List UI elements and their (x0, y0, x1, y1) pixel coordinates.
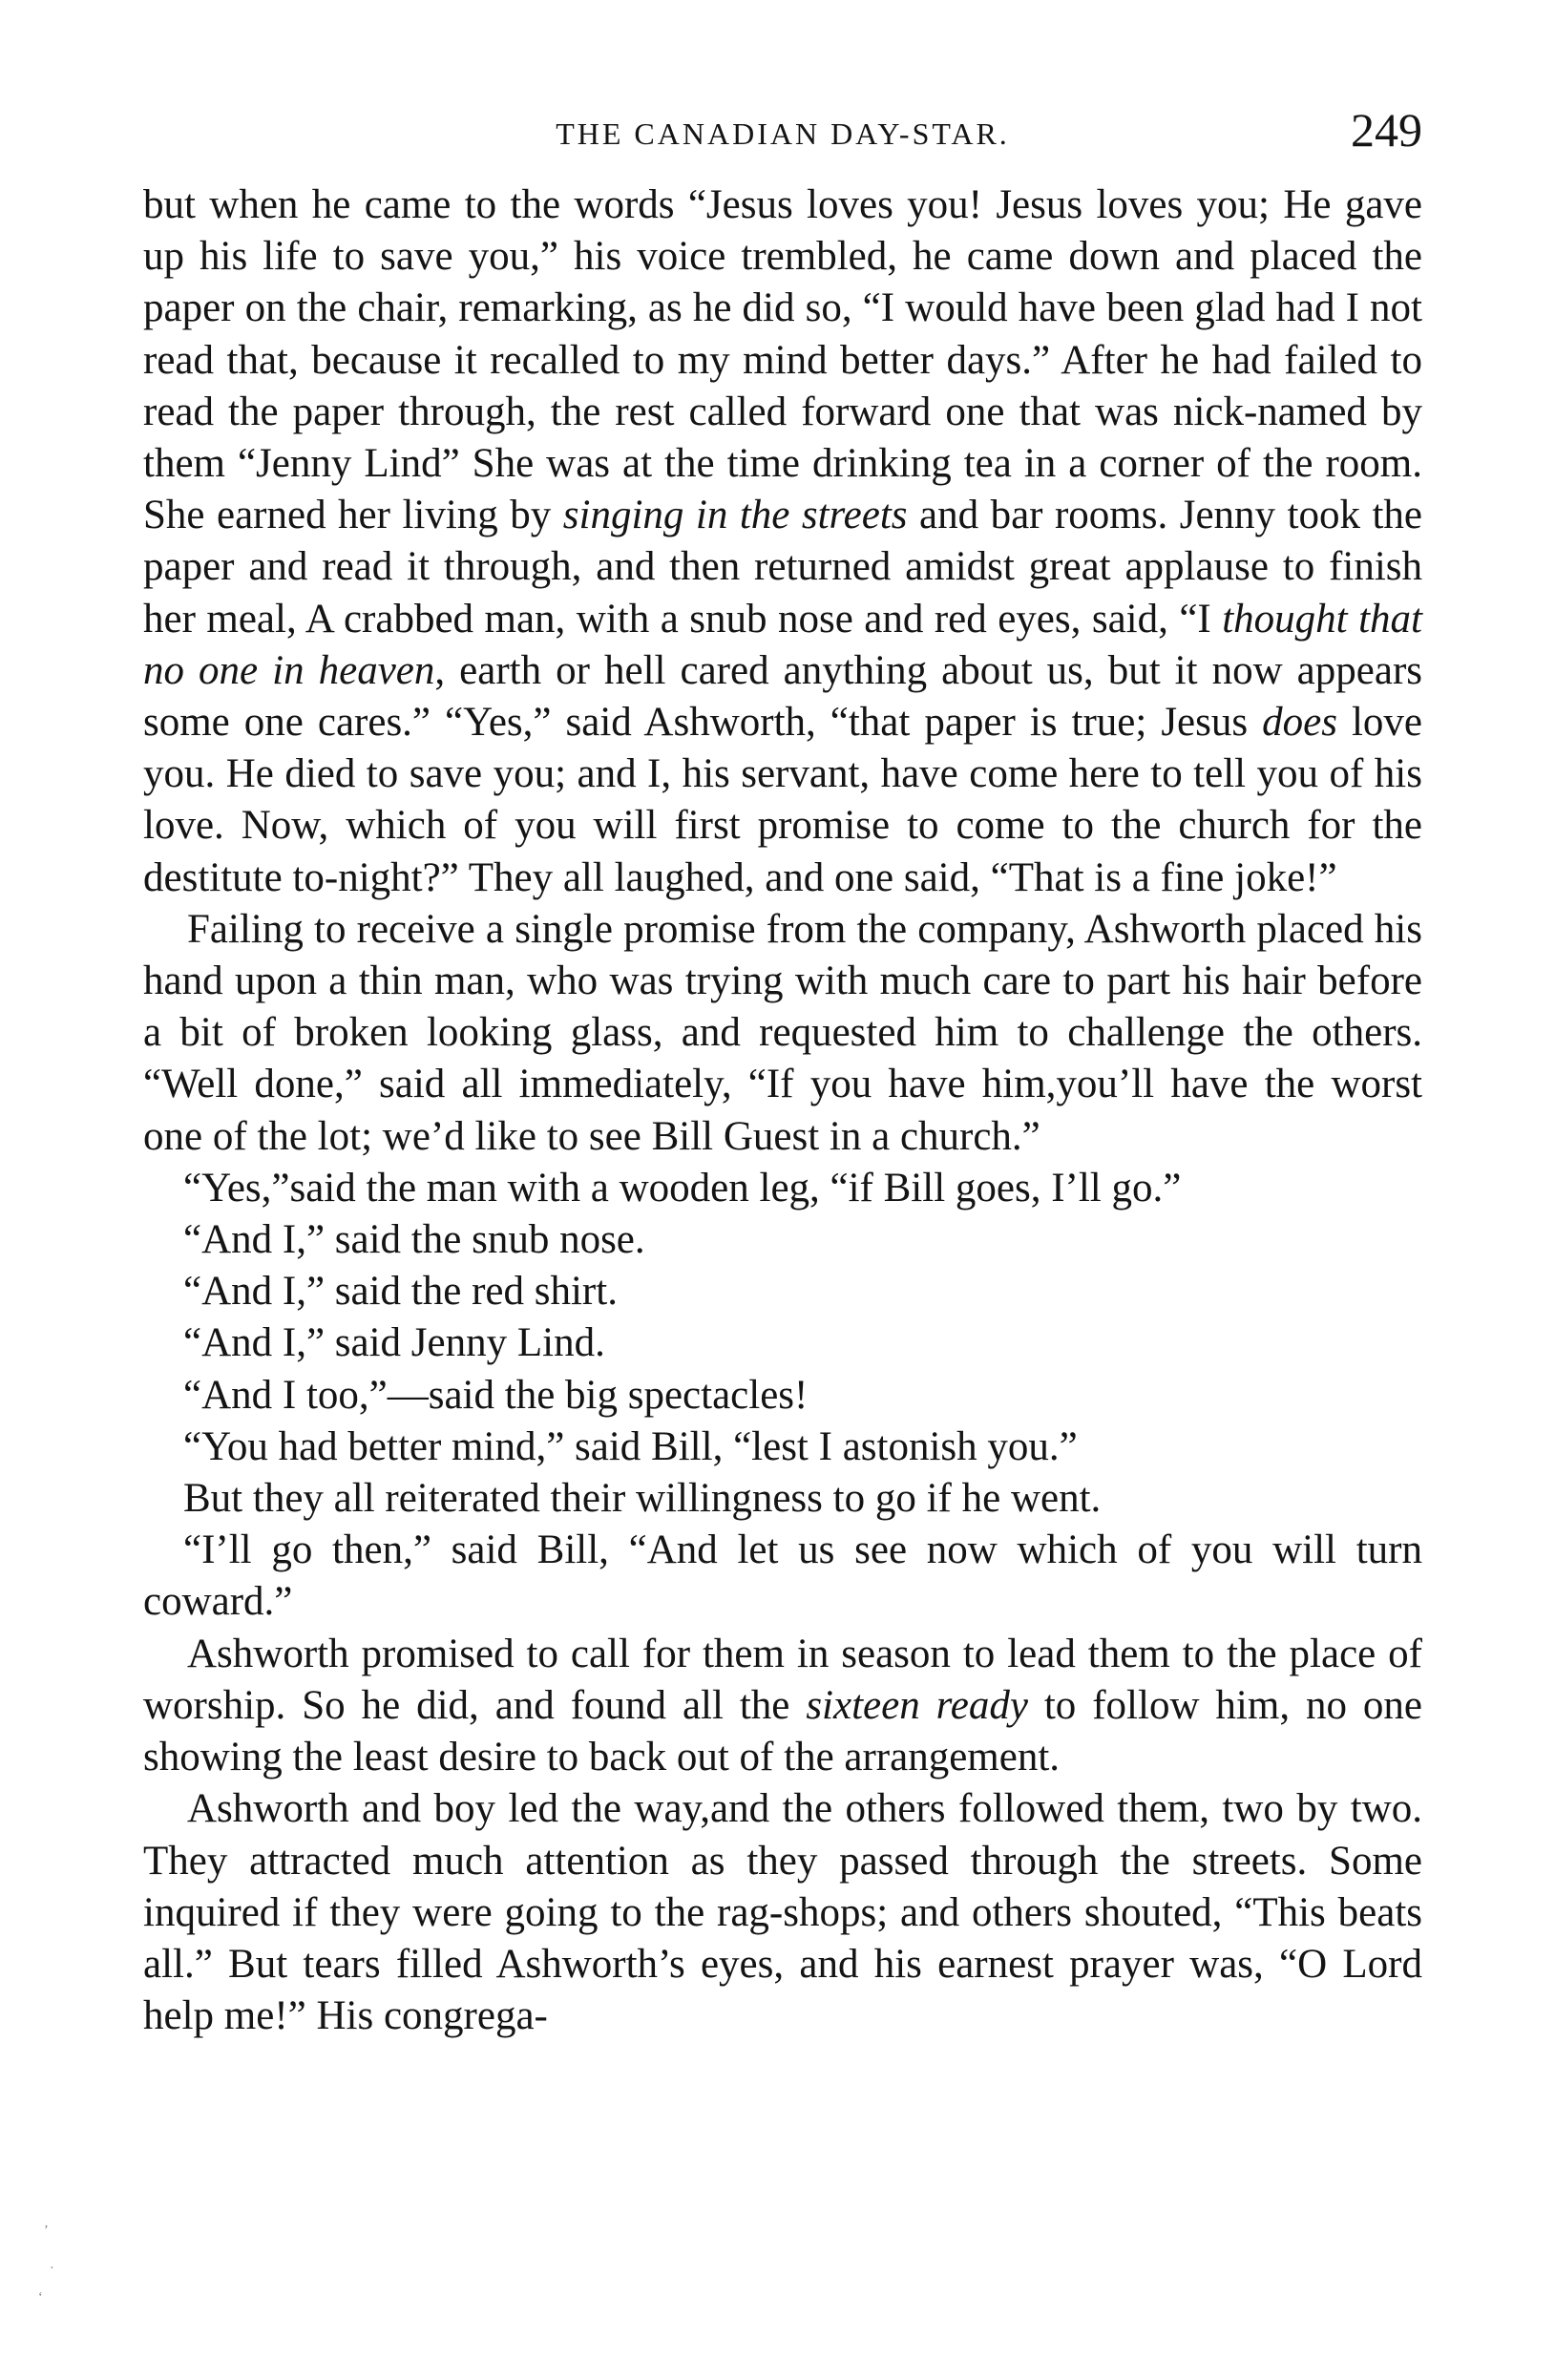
paragraph-2: Failing to receive a single promise from the company, Ashworth placed his hand upon a thin man, who was trying with much care to part his hair before a bit of broken looking glass, and requested him to challenge the others. “Well done,” said all immediately, “If you have him,you’ll have the worst one of the lot; we’d like to see Bill Guest in a church.” (143, 906, 1422, 1159)
text-run: and bar rooms. Jenny took the paper and read it through, and then returned amidst great applause to finish her meal, A crabbed man, with a snub nose and red eyes, said, “I (143, 493, 1422, 642)
paragraph-4 (143, 1629, 1422, 1784)
scan-speck: ‘ (38, 2290, 43, 2305)
dialogue-line: “And I,” said the snub nose. (183, 1217, 645, 1263)
dialogue-line: “And I,” said the red shirt. (183, 1269, 618, 1315)
dialogue-line: “And I,” said Jenny Lind. (183, 1320, 605, 1366)
paragraph-5: Ashworth and boy led the way,and the others followed them, two by two. They attracted much attention as they passed through the streets. Some inquired if they were going to the rag-shops; and others shouted, “This beats all.” But tears filled Ashworth’s eyes, and his earnest prayer was, “O Lord help me!” His congrega- (143, 1786, 1422, 2039)
text-run: love you. He died to save you; and I, his servant, have come here to tell you of his love. Now, which of you will first promise to come to the church for the destitute to-night?” They all laughed, and one said, “That is a fine joke!” (143, 700, 1422, 900)
page-number: 249 (1351, 103, 1422, 157)
text-run: Ashworth promised to call for them in season to lead them to the place of worship. So he did, and found all the (143, 1631, 1422, 1728)
dialogue-line: But they all reiterated their willingness to go if he went. (183, 1476, 1102, 1522)
paragraph-3: “I’ll go then,” said Bill, “And let us see now which of you will turn coward.” (143, 1527, 1422, 1625)
italic-text: singing in the streets (562, 493, 908, 538)
dialogue-line: “And I too,”—said the big spectacles! (183, 1372, 809, 1418)
italic-text: thought that no one in heaven (143, 596, 1422, 693)
text-run: , earth or hell cared anything about us, but it now appears some one cares.” “Yes,” said Ashworth, “that paper is true; Jesus (143, 647, 1422, 746)
running-head (143, 101, 1422, 168)
scan-speck: ’ (44, 2223, 49, 2238)
dialogue-line: “Yes,”said the man with a wooden leg, “if Bill goes, I’ll go.” (183, 1165, 1182, 1211)
text-run: but when he came to the words “Jesus loves you! Jesus loves you; He gave up his life to save you,” his voice trembled, he came down and placed the paper on the chair, remarking, as he did so, “I would have been glad had I not read that, because it recalled to my mind better days.” After he had failed to read the paper through, the rest called forward one that was nick-named by them “Jenny Lind” She was at the time drinking tea in a corner of the room. She earned her living by (143, 182, 1422, 538)
paragraph-1 (143, 179, 1422, 904)
dialogue-lines (143, 1163, 1422, 1525)
body-text (143, 179, 1422, 2042)
running-title: THE CANADIAN DAY-STAR. (556, 116, 1010, 151)
italic-text: sixteen ready (806, 1682, 1028, 1728)
scan-speck: · (50, 2262, 54, 2276)
italic-text: does (1262, 700, 1337, 746)
dialogue-line: “You had better mind,” said Bill, “lest I astonish you.” (183, 1423, 1078, 1469)
text-run: to follow him, no one showing the least desire to back out of the arrangement. (143, 1682, 1422, 1780)
